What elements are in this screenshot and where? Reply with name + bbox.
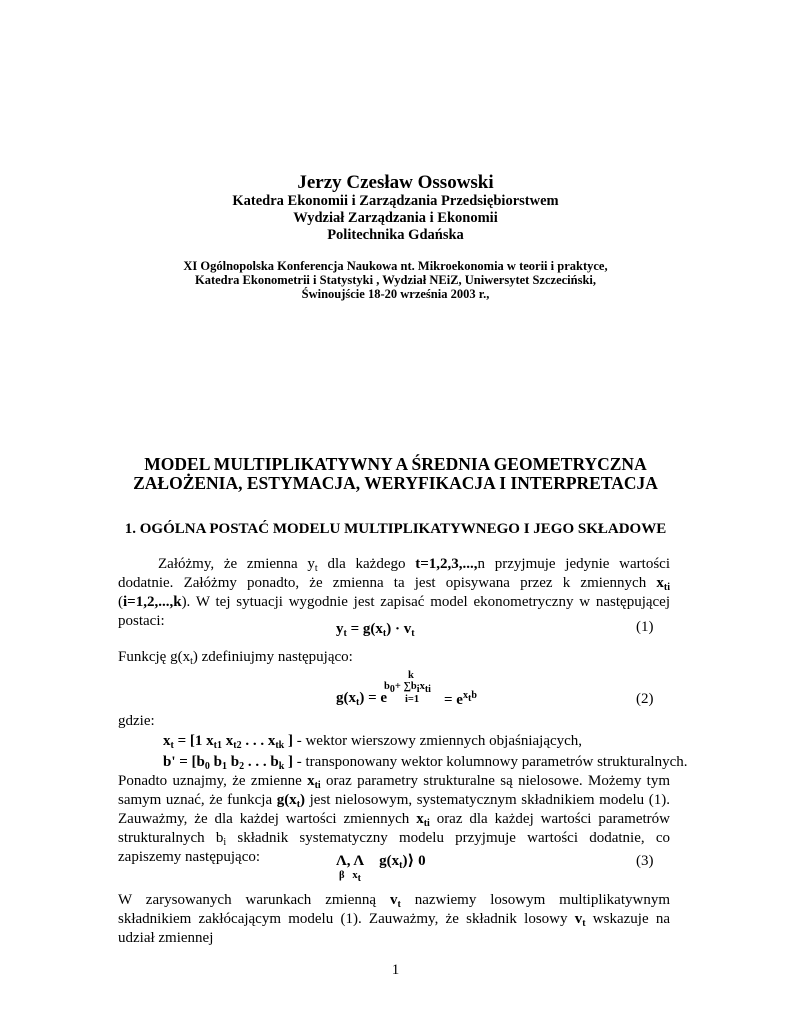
equation-3-number: (3) [636, 853, 654, 869]
conference-line-3: Świnoujście 18-20 września 2003 r., [301, 287, 490, 301]
equation-1-number: (1) [636, 619, 654, 635]
paragraph-3: Ponadto uznajmy, że zmienne $x_{ti}$ oraz parametry strukturalne są nielosowe. Możemy tym samym uznać, że funkcja $g(x_t)$ jest nielosowym, systematycznym składnikiem modelu (1). Zauważmy, że dla każdej wartości zmiennych $x_{ti}$ oraz dla każdej wartości parametrów strukturalnych $b_i$ składnik systematyczny modelu przyjmuje wartości dodatnie, co zapiszemy następująco: [118, 773, 670, 865]
paragraph-4: W zarysowanych warunkach zmienną $v_t$ nazwiemy losowym multiplikatywnym składnikiem zakłócającym modelu (1). Zauważmy, że składnik losowy $v_t$ wskazuje na udział zmiennej [118, 892, 671, 946]
author-name: Jerzy Czesław Ossowski [297, 172, 494, 193]
definition-x: $x_t = [1$ $x_{t1}$ $x_{t2}$ . . . $x_{tk}$ ] - wektor wierszowy zmiennych objaśniających, [163, 733, 583, 751]
section-heading: 1. OGÓLNA POSTAĆ MODELU MULTIPLIKATYWNEGO I JEGO SKŁADOWE [124, 521, 667, 537]
conference-line-2: Katedra Ekonometrii i Statystyki , Wydział NEiZ, Uniwersytet Szczeciński, [194, 273, 597, 287]
equation-2-number: (2) [636, 691, 654, 707]
definition-b: $b' = [b_0$ $b_1$ $b_2$ . . . $b_k$ ] - transponowany wektor kolumnowy parametrów strukturalnych. [163, 754, 688, 772]
paper-title-line-1: MODEL MULTIPLIKATYWNY A ŚREDNIA GEOMETRYCZNA [144, 454, 647, 474]
paragraph-2: Funkcję $g(x_t)$ zdefiniujmy następująco: [118, 649, 353, 667]
page-number: 1 [391, 962, 400, 978]
paragraph-1: Załóżmy, że zmienna $y_t$ dla każdego t=1,2,3,...,n przyjmuje jedynie wartości dodatnie. Załóżmy ponadto, że zmienna ta jest opisywana przez k zmiennych $x_{ti}$ (i=1,2,...,k). W tej sytuacji wygodnie jest zapisać model ekonometryczny w następującej postaci: [118, 556, 670, 629]
affiliation-faculty: Wydział Zarządzania i Ekonomii [293, 210, 498, 226]
equation-1: $y_t = g(x_t) \cdot v_t$ [336, 621, 415, 639]
affiliation-department: Katedra Ekonomii i Zarządzania Przedsiębiorstwem [232, 193, 559, 209]
conference-line-1: XI Ogólnopolska Konferencja Naukowa nt. Mikroekonomia w teorii i praktyce, [183, 259, 608, 273]
gdzie-label: gdzie: [118, 713, 155, 729]
paper-title-line-2: ZAŁOŻENIA, ESTYMACJA, WERYFIKACJA I INTERPRETACJA [133, 473, 658, 493]
affiliation-university: Politechnika Gdańska [327, 227, 464, 243]
document-page: Jerzy Czesław Ossowski Katedra Ekonomii i Zarządzania Przedsiębiorstwem Wydział Zarządzania i Ekonomii Politechnika Gdańska XI Ogólnopolska Konferencja Naukowa nt. Mikroekonomia w teorii i praktyce, Katedra Ekonometrii i Statystyki , Wydział NEiZ, Uniwersytet Szczeciński, Świnoujście 18-20 września 2003 r., MODEL MULTIPLIKATYWNY A ŚREDNIA GEOMETRYCZNA ZAŁOŻENIA, ESTYMACJA, WERYFIKACJA I INTERPRETACJA 1. OGÓLNA POSTAĆ MODELU MULTIPLIKATYWNEGO I JEGO SKŁADOWE Załóżmy, że zmienna $y_t$ dla każdego t=1,2,3,...,n przyjmuje jedynie wartości dodatnie. Załóżmy ponadto, że zmienna ta jest opisywana przez k zmiennych $x_{ti}$ (i=1,2,...,k). W tej sytuacji wygodnie jest zapisać model ekonometryczny w następującej postaci: $y_t = g(x_t) \cdot v_t$ (1) Funkcję $g(x_t)$ zdefiniujmy następująco: $g(x_t) = e$ k $b_0+ \sum b_ix_{ti}$ i=1 = $e^{x_tb}$ (2) gdzie: $x_t = [1$ $x_{t1}$ $x_{t2}$ . . . $x_{tk}$ ] - wektor wierszowy zmiennych objaśniających, $b' = [b_0$ $b_1$ $b_2$ . . . $b_k$ ] - transponowany wektor kolumnowy parametrów strukturalnych. Ponadto uznajmy, że zmienne $x_{ti}$ oraz parametry strukturalne są nielosowe. Możemy tym samym uznać, że funkcja $g(x_t)$ jest nielosowym, systematycznym składnikiem modelu (1). Zauważmy, że dla każdej wartości zmiennych $x_{ti}$ oraz dla każdej wartości parametrów strukturalnych $b_i$ składnik systematyczny modelu przyjmuje wartości dodatnie, co zapiszemy następująco: Λ, Λ $g(x_t)⟩$ 0 β $x_t$ (3) W zarysowanych warunkach zmienną $v_t$ nazwiemy losowym multiplikatywnym składnikiem zakłócającym modelu (1). Zauważmy, że składnik losowy $v_t$ wskazuje na udział zmiennej 1 [0, 0, 791, 1024]
